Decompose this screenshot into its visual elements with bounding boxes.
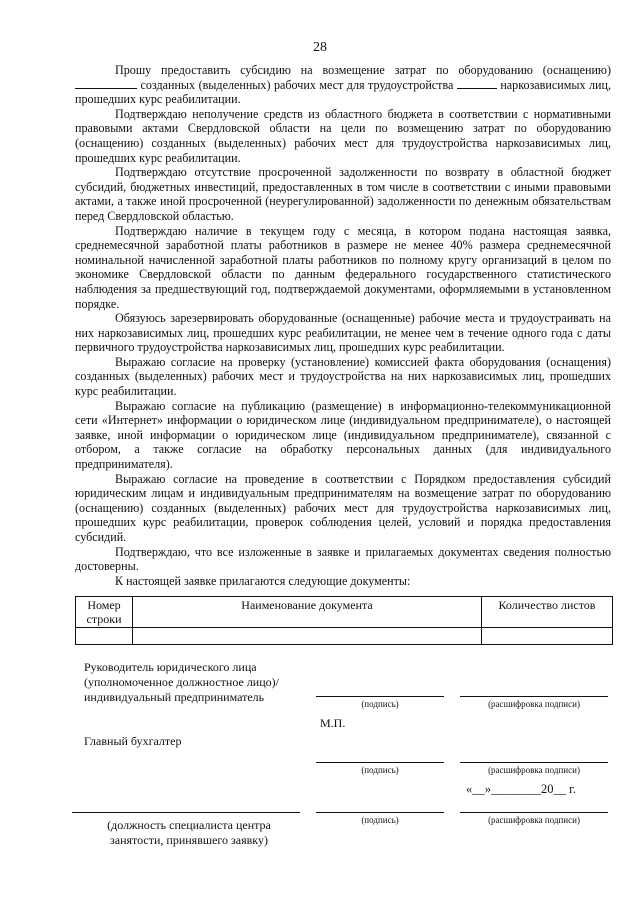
decode-caption: (расшифровка подписи) [488, 699, 580, 709]
date-field[interactable]: «__»________20__ г. [466, 782, 576, 796]
header-row-number: Номер строки [76, 597, 133, 628]
attachments-table [75, 596, 613, 645]
blank-count-field[interactable] [457, 78, 497, 89]
cell-document-name[interactable] [133, 628, 482, 645]
specialist-decode-line[interactable] [460, 812, 608, 813]
stamp-placeholder: М.П. [320, 716, 346, 730]
paragraph-consent-audit: Выражаю согласие на проведение в соответствии с Порядком предоставления субсидий юридическим лицам и индивидуальным предпринимателям на возмещение затрат по оборудованию (оснащению) созданных (выделенных) рабочих мест для трудоустройства наркозависимых лиц, прошедших курс реабилитации, проверок соблюдения целей, условий и порядка предоставления субсидий. [75, 471, 611, 544]
paragraph-text: созданных (выделенных) рабочих мест для трудоустройства [140, 77, 454, 92]
specialist-position-line[interactable] [72, 812, 300, 813]
paragraph-no-budget-funds: Подтверждаю неполучение средств из областного бюджета в соответствии с нормативными правовыми актами Свердловской области на цели по возмещению затрат по оборудованию (оснащению) созданных (выделенных) рабочих мест для трудоустройства наркозависимых лиц, прошедших курс реабилитации. [75, 106, 611, 165]
cell-row-number[interactable] [76, 628, 133, 645]
table-row [76, 628, 613, 645]
specialist-label: (должность специалиста центра занятости, принявшего заявку) [107, 818, 271, 847]
paragraph-text: Прошу предоставить субсидию на возмещение затрат по оборудованию (оснащению) [115, 63, 611, 77]
paragraph-text: наркозависимых лиц, прошедших курс реабилитации. [75, 77, 611, 107]
accountant-signature-line[interactable] [316, 762, 444, 763]
head-signatory-label: Руководитель юридического лица (уполномоченное должностное лицо)/ индивидуальный предприниматель [84, 660, 279, 704]
paragraph-no-debt: Подтверждаю отсутствие просроченной задолженности по возврату в областной бюджет субсидий, бюджетных инвестиций, предоставленных в том числе в соответствии с иными правовыми актами, а также иной просроченной (неурегулированной) задолженности по денежным обязательствам перед Свердловской областью. [75, 165, 611, 223]
paragraph-subsidy-request [75, 63, 611, 107]
table-header-row [76, 597, 613, 628]
cell-sheet-count[interactable] [482, 628, 613, 645]
accountant-label: Главный бухгалтер [84, 734, 182, 748]
signature-caption: (подпись) [361, 765, 399, 775]
application-body [75, 63, 611, 588]
blank-quantity-field[interactable] [75, 78, 137, 89]
accountant-decode-line[interactable] [460, 762, 608, 763]
head-decode-line[interactable] [460, 696, 608, 697]
header-sheet-count: Количество листов [482, 597, 613, 628]
decode-caption: (расшифровка подписи) [488, 815, 580, 825]
header-document-name: Наименование документа [133, 597, 482, 628]
paragraph-reserve-jobs: Обязуюсь зарезервировать оборудованные (оснащенные) рабочие места и трудоустраивать на них наркозависимых лиц, прошедших курс реабилитации, не менее чем в течение одного года с даты первичного трудоустройства наркозависимых лиц, прошедших курс реабилитации. [75, 311, 611, 355]
paragraph-consent-publication: Выражаю согласие на публикацию (размещение) в информационно-телекоммуникационной сети «Интернет» информации о юридическом лице (индивидуальном предпринимателе), о настоящей заявке, иной информации о юридическом лице (индивидуальном предпринимателе), связанной с отбором, а также согласие на обработку персональных данных (для индивидуального предпринимателя). [75, 398, 611, 472]
paragraph-salary: Подтверждаю наличие в текущем году с месяца, в котором подана настоящая заявка, среднемесячной заработной платы работников в размере не менее 40% размера среднемесячной номинальной начисленной заработной платы работников по полному кругу организаций в целом по экономике Свердловской области по данным федерального государственного статистического наблюдения за предшествующий год, подтверждаемой документами, оформляемыми в установленном порядке. [75, 223, 611, 311]
page-number: 28 [313, 40, 327, 55]
paragraph-consent-inspection: Выражаю согласие на проверку (установление) комиссией факта оборудования (оснащения) созданных (выделенных) рабочих мест и трудоустройства на них наркозависимых лиц, прошедших курс реабилитации. [75, 354, 611, 399]
head-signature-line[interactable] [316, 696, 444, 697]
specialist-signature-line[interactable] [316, 812, 444, 813]
decode-caption: (расшифровка подписи) [488, 765, 580, 775]
paragraph-attachments-intro: К настоящей заявке прилагаются следующие документы: [115, 573, 411, 588]
signature-caption: (подпись) [361, 699, 399, 709]
paragraph-confirm-accuracy: Подтверждаю, что все изложенные в заявке и прилагаемых документах сведения полностью достоверны. [75, 544, 611, 574]
signature-caption: (подпись) [361, 815, 399, 825]
